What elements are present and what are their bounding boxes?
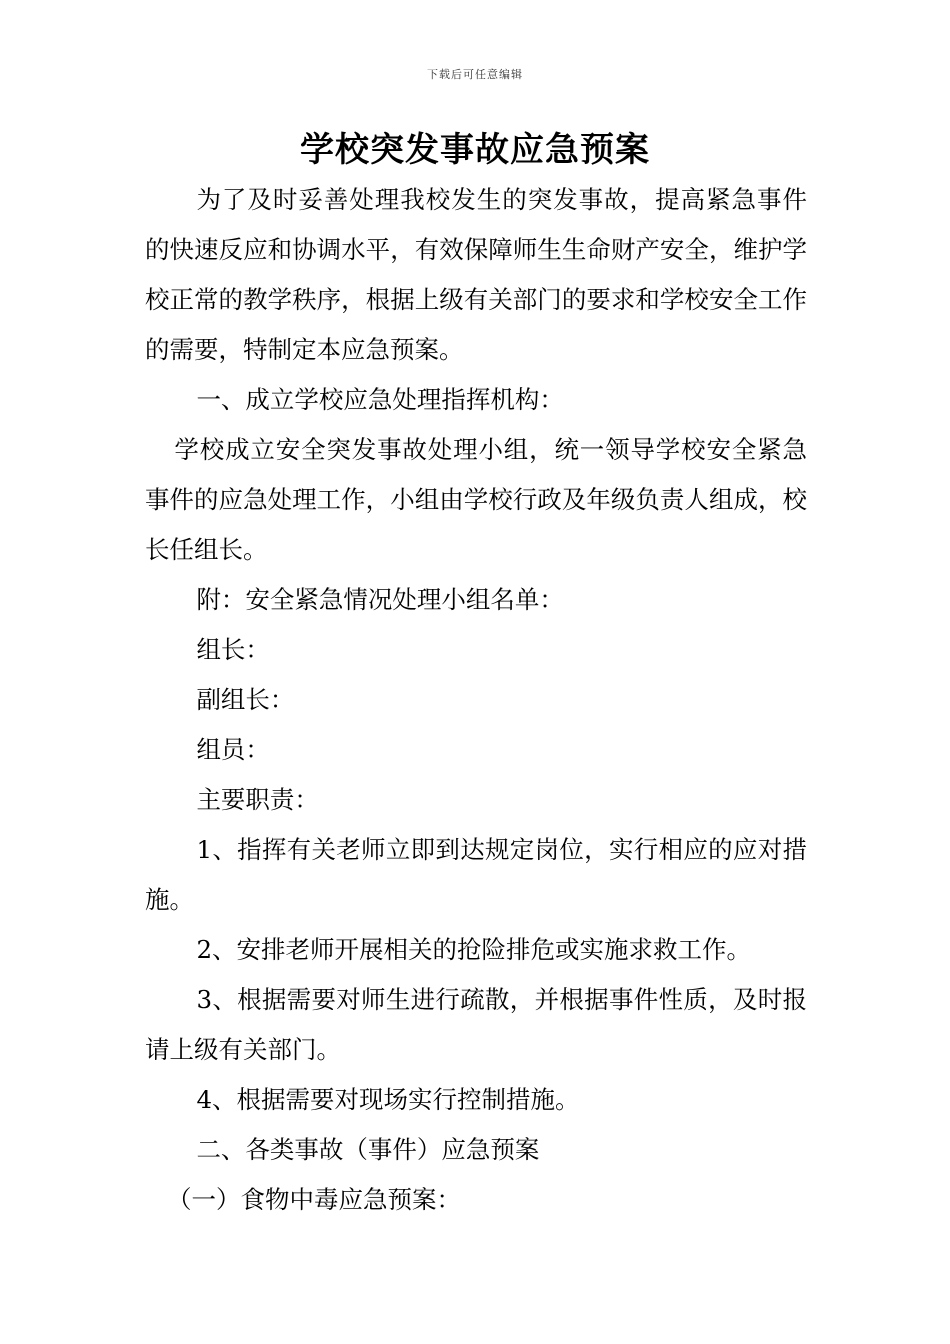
- document-title: 学校突发事故应急预案: [300, 130, 650, 170]
- subsection-heading-food-poisoning: （一）食物中毒应急预案：: [167, 1185, 462, 1214]
- section-heading-2: 二、各类事故（事件）应急预案: [196, 1135, 540, 1164]
- subheading-duties: 主要职责：: [196, 785, 319, 814]
- paragraph-appendix-list: 附：安全紧急情况处理小组名单：: [196, 585, 564, 614]
- duty-item-2: 2、安排老师开展相关的抢险排危或实施求救工作。: [196, 935, 752, 964]
- field-deputy-leader: 副组长：: [196, 685, 295, 714]
- paragraph-intro: 为了及时妥善处理我校发生的突发事故，提高紧急事件的快速反应和协调水平，有效保障师生生命财产安全，维护学校正常的教学秩序，根据上级有关部门的要求和学校安全工作的需要，特制定本应急预案。: [145, 185, 807, 364]
- section-heading-1: 一、成立学校应急处理指挥机构：: [196, 385, 564, 414]
- duty-item-1: 1、指挥有关老师立即到达规定岗位，实行相应的应对措施。: [145, 835, 807, 914]
- duty-item-3: 3、根据需要对师生进行疏散，并根据事件性质，及时报请上级有关部门。: [145, 985, 807, 1064]
- paragraph-command-group: 学校成立安全突发事故处理小组，统一领导学校安全紧急事件的应急处理工作，小组由学校行政及年级负责人组成，校长任组长。: [145, 435, 807, 564]
- header-note: 下载后可任意编辑: [427, 68, 523, 81]
- document-body: [145, 175, 807, 1225]
- field-group-leader: 组长：: [196, 635, 270, 664]
- duty-item-4: 4、根据需要对现场实行控制措施。: [196, 1085, 580, 1114]
- field-members: 组员：: [196, 735, 270, 764]
